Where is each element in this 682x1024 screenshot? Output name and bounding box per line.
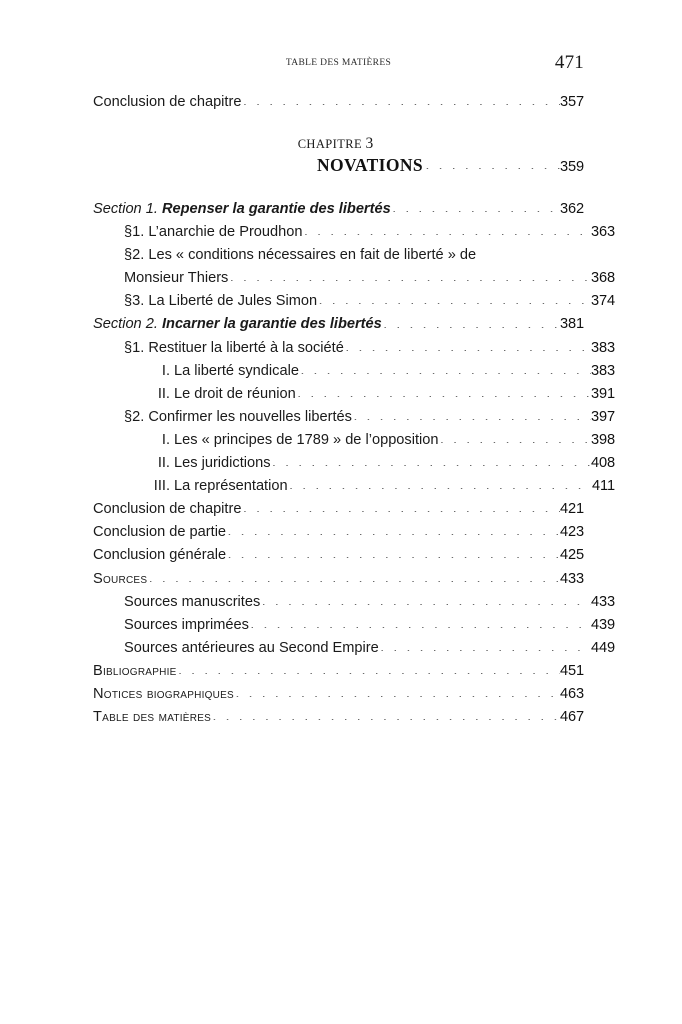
toc-entry[interactable] bbox=[93, 267, 615, 290]
dot-leader bbox=[380, 650, 591, 651]
toc-entry-page: 449 bbox=[590, 639, 615, 656]
toc-entry-page: 357 bbox=[559, 94, 584, 110]
section-number: Section 1. bbox=[93, 201, 158, 217]
roman-numeral: II. bbox=[157, 455, 170, 472]
dot-leader bbox=[353, 419, 591, 420]
toc-pre-chapter-list bbox=[93, 91, 584, 114]
toc-entry-page: 398 bbox=[590, 431, 615, 448]
toc-entry-page: 423 bbox=[559, 524, 584, 541]
chapter-title: NOVATIONS bbox=[317, 155, 424, 175]
toc-entry-label: Conclusion générale bbox=[93, 547, 227, 564]
toc-entry-page: 397 bbox=[590, 408, 615, 425]
toc-entry[interactable] bbox=[93, 360, 615, 383]
roman-numeral: I. bbox=[161, 431, 170, 448]
dot-leader bbox=[425, 168, 560, 169]
toc-entry-page: 433 bbox=[590, 593, 615, 610]
dot-leader bbox=[212, 719, 560, 720]
toc-entry-label: Bibliographie bbox=[93, 662, 177, 679]
toc-entry-text: La liberté syndicale bbox=[174, 362, 299, 379]
toc-entry-label: §2. Les « conditions nécessaires en fait de liberté » de bbox=[124, 247, 477, 264]
toc-entry[interactable] bbox=[93, 290, 615, 313]
toc-entry-page: 451 bbox=[559, 662, 584, 679]
toc-entry-text: La représentation bbox=[174, 478, 288, 495]
dot-leader bbox=[261, 604, 591, 605]
toc-entry-text: Les juridictions bbox=[174, 455, 271, 472]
dot-leader bbox=[289, 488, 592, 489]
toc-entry[interactable] bbox=[93, 544, 584, 567]
toc-entry-page: 362 bbox=[559, 201, 584, 217]
toc-entry[interactable] bbox=[93, 406, 615, 429]
toc-entry[interactable] bbox=[93, 614, 615, 637]
roman-numeral: II. bbox=[157, 385, 170, 402]
toc-entry-page: 368 bbox=[590, 270, 615, 287]
dot-leader bbox=[227, 557, 560, 558]
dot-leader bbox=[250, 627, 591, 628]
dot-leader bbox=[242, 104, 559, 105]
toc-entry-label bbox=[93, 313, 383, 336]
toc-entry[interactable] bbox=[93, 198, 584, 221]
toc-entry[interactable] bbox=[93, 706, 584, 729]
toc-entry-label: Sources bbox=[93, 570, 148, 587]
toc-entry-label: Sources antérieures au Second Empire bbox=[124, 639, 379, 656]
chapter-label bbox=[93, 135, 584, 152]
toc-entry-label: Sources imprimées bbox=[124, 616, 249, 633]
toc-entry[interactable] bbox=[93, 383, 615, 406]
toc-entry[interactable] bbox=[93, 521, 584, 544]
toc-entry-label bbox=[93, 198, 392, 221]
toc-entry[interactable] bbox=[93, 337, 615, 360]
dot-leader bbox=[318, 303, 591, 304]
toc-entry-label: Table des matières bbox=[93, 709, 212, 726]
toc-entry[interactable] bbox=[93, 452, 615, 475]
dot-leader bbox=[227, 534, 560, 535]
toc-entry-page: 383 bbox=[590, 339, 615, 356]
toc-entry[interactable] bbox=[93, 91, 584, 114]
dot-leader bbox=[304, 234, 591, 235]
toc-entry[interactable] bbox=[93, 637, 615, 660]
toc-entry[interactable] bbox=[93, 683, 584, 706]
dot-leader bbox=[272, 465, 591, 466]
dot-leader bbox=[235, 696, 560, 697]
toc-entry[interactable] bbox=[93, 221, 615, 244]
toc-entry-page: 363 bbox=[590, 224, 615, 241]
dot-leader bbox=[300, 373, 591, 374]
roman-numeral: I. bbox=[161, 362, 170, 379]
toc-entry[interactable] bbox=[93, 498, 584, 521]
toc-entry-label: Sources manuscrites bbox=[124, 593, 261, 610]
dot-leader bbox=[297, 396, 591, 397]
toc-main-list bbox=[93, 198, 615, 729]
toc-entry[interactable] bbox=[93, 313, 584, 336]
toc-entry-label: §3. La Liberté de Jules Simon bbox=[124, 293, 318, 310]
dot-leader bbox=[229, 280, 591, 281]
page-folio: 471 bbox=[554, 52, 584, 73]
toc-entry-label: Conclusion de partie bbox=[93, 524, 227, 541]
roman-numeral: III. bbox=[153, 478, 170, 495]
toc-entry[interactable] bbox=[93, 591, 615, 614]
toc-entry-page: 467 bbox=[559, 709, 584, 726]
chapter-label-text: CHAPITRE bbox=[297, 137, 363, 151]
toc-entry-label bbox=[124, 360, 300, 383]
toc-entry-page: 381 bbox=[559, 316, 584, 333]
chapter-page: 359 bbox=[559, 159, 584, 175]
toc-entry-label: §1. L’anarchie de Proudhon bbox=[124, 224, 303, 241]
dot-leader bbox=[242, 511, 559, 512]
toc-entry-label: Notices biographiques bbox=[93, 685, 234, 702]
toc-entry-page: 411 bbox=[592, 478, 615, 495]
section-title: Incarner la garantie des libertés bbox=[161, 316, 382, 333]
toc-entry-page: 439 bbox=[590, 616, 615, 633]
dot-leader bbox=[440, 442, 591, 443]
dot-leader bbox=[383, 327, 560, 328]
toc-entry-label bbox=[124, 475, 289, 498]
running-head bbox=[93, 52, 584, 75]
section-number: Section 2. bbox=[93, 316, 158, 333]
toc-entry-label: §2. Confirmer les nouvelles libertés bbox=[124, 408, 352, 425]
toc-entry-page: 421 bbox=[559, 501, 584, 518]
toc-entry[interactable] bbox=[93, 475, 615, 498]
toc-entry-label bbox=[124, 452, 272, 475]
toc-entry-page: 463 bbox=[559, 685, 584, 702]
toc-entry[interactable] bbox=[93, 429, 615, 452]
dot-leader bbox=[148, 581, 560, 582]
dot-leader bbox=[392, 211, 560, 212]
running-head-title: TABLE DES MATIÈRES bbox=[285, 58, 392, 68]
toc-entry-page: 425 bbox=[559, 547, 584, 564]
dot-leader bbox=[345, 350, 591, 351]
chapter-heading-block bbox=[93, 135, 584, 178]
toc-entry[interactable] bbox=[93, 660, 584, 683]
toc-entry-label: Conclusion de chapitre bbox=[93, 94, 242, 110]
section-title: Repenser la garantie des libertés bbox=[161, 201, 391, 217]
toc-entry-page: 374 bbox=[590, 293, 615, 310]
toc-entry-text: Les « principes de 1789 » de l’opposition bbox=[174, 431, 439, 448]
toc-entry-page: 391 bbox=[590, 385, 615, 402]
chapter-label-number: 3 bbox=[365, 135, 374, 152]
chapter-toc-entry[interactable] bbox=[93, 152, 584, 178]
toc-entry-page: 408 bbox=[590, 455, 615, 472]
toc-entry[interactable] bbox=[93, 568, 584, 591]
toc-entry-label: Conclusion de chapitre bbox=[93, 501, 242, 518]
toc-entry-label bbox=[124, 429, 440, 452]
dot-leader bbox=[178, 673, 560, 674]
toc-entry-page: 433 bbox=[559, 570, 584, 587]
toc-entry-label bbox=[124, 383, 297, 406]
toc-entry-label: Monsieur Thiers bbox=[124, 270, 229, 287]
toc-entry-text: Le droit de réunion bbox=[174, 385, 296, 402]
toc-entry-wrapped-line[interactable] bbox=[93, 244, 615, 267]
toc-entry-page: 383 bbox=[590, 362, 615, 379]
toc-entry-label: §1. Restituer la liberté à la société bbox=[124, 339, 344, 356]
